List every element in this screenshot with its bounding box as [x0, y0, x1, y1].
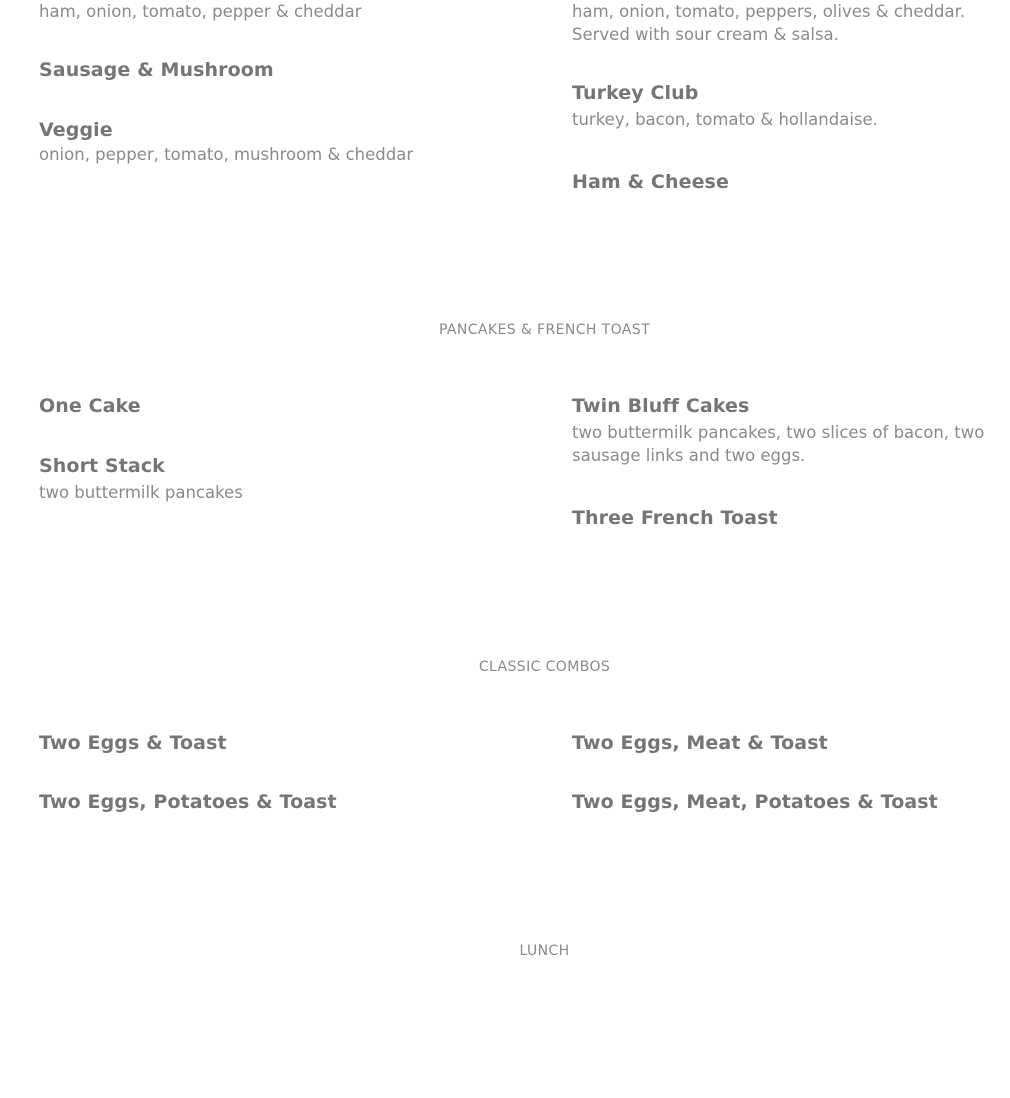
menu-item-title: Two Eggs & Toast — [39, 732, 227, 754]
menu-item-title: Three French Toast — [572, 507, 778, 529]
menu-item-description: onion, pepper, tomato, mushroom & cheddar — [39, 145, 414, 164]
menu-item — [39, 118, 519, 166]
menu-item-title: Two Eggs, Meat & Toast — [572, 732, 828, 754]
menu-item — [572, 731, 992, 755]
menu-item — [39, 58, 519, 82]
menu-item-title: Two Eggs, Potatoes & Toast — [39, 791, 337, 813]
menu-item-description: two buttermilk pancakes, two slices of bacon, two sausage links and two eggs. — [572, 423, 985, 465]
menu-item-description: turkey, bacon, tomato & hollandaise. — [572, 110, 878, 129]
menu-item — [39, 454, 519, 504]
menu-item — [39, 394, 519, 418]
menu-item — [572, 506, 992, 530]
menu-item-title: Veggie — [39, 119, 113, 141]
menu-item — [39, 731, 519, 755]
section-heading-combos: CLASSIC COMBOS — [478, 659, 611, 675]
menu-item-title: Sausage & Mushroom — [39, 59, 274, 81]
menu-item-description: two buttermilk pancakes — [39, 483, 243, 502]
menu-item — [572, 81, 992, 131]
menu-item-description: ham, onion, tomato, pepper & cheddar — [39, 2, 362, 21]
menu-item-description: ham, onion, tomato, peppers, olives & cheddar. Served with sour cream & salsa. — [572, 2, 966, 44]
menu-item-title: Short Stack — [39, 455, 165, 477]
menu-item-title: Two Eggs, Meat, Potatoes & Toast — [572, 791, 938, 813]
menu-item — [39, 0, 519, 23]
section-heading-pancakes: PANCAKES & FRENCH TOAST — [438, 322, 651, 338]
menu-item — [572, 170, 992, 194]
menu-item — [572, 0, 992, 46]
menu-item-title: One Cake — [39, 395, 141, 417]
menu-item-title: Twin Bluff Cakes — [572, 395, 750, 417]
menu-item-title: Ham & Cheese — [572, 171, 729, 193]
menu-item — [572, 790, 992, 814]
menu-item-title: Turkey Club — [572, 82, 699, 104]
menu-item — [39, 790, 519, 814]
section-heading-lunch: LUNCH — [519, 943, 570, 959]
menu-item — [572, 394, 992, 467]
